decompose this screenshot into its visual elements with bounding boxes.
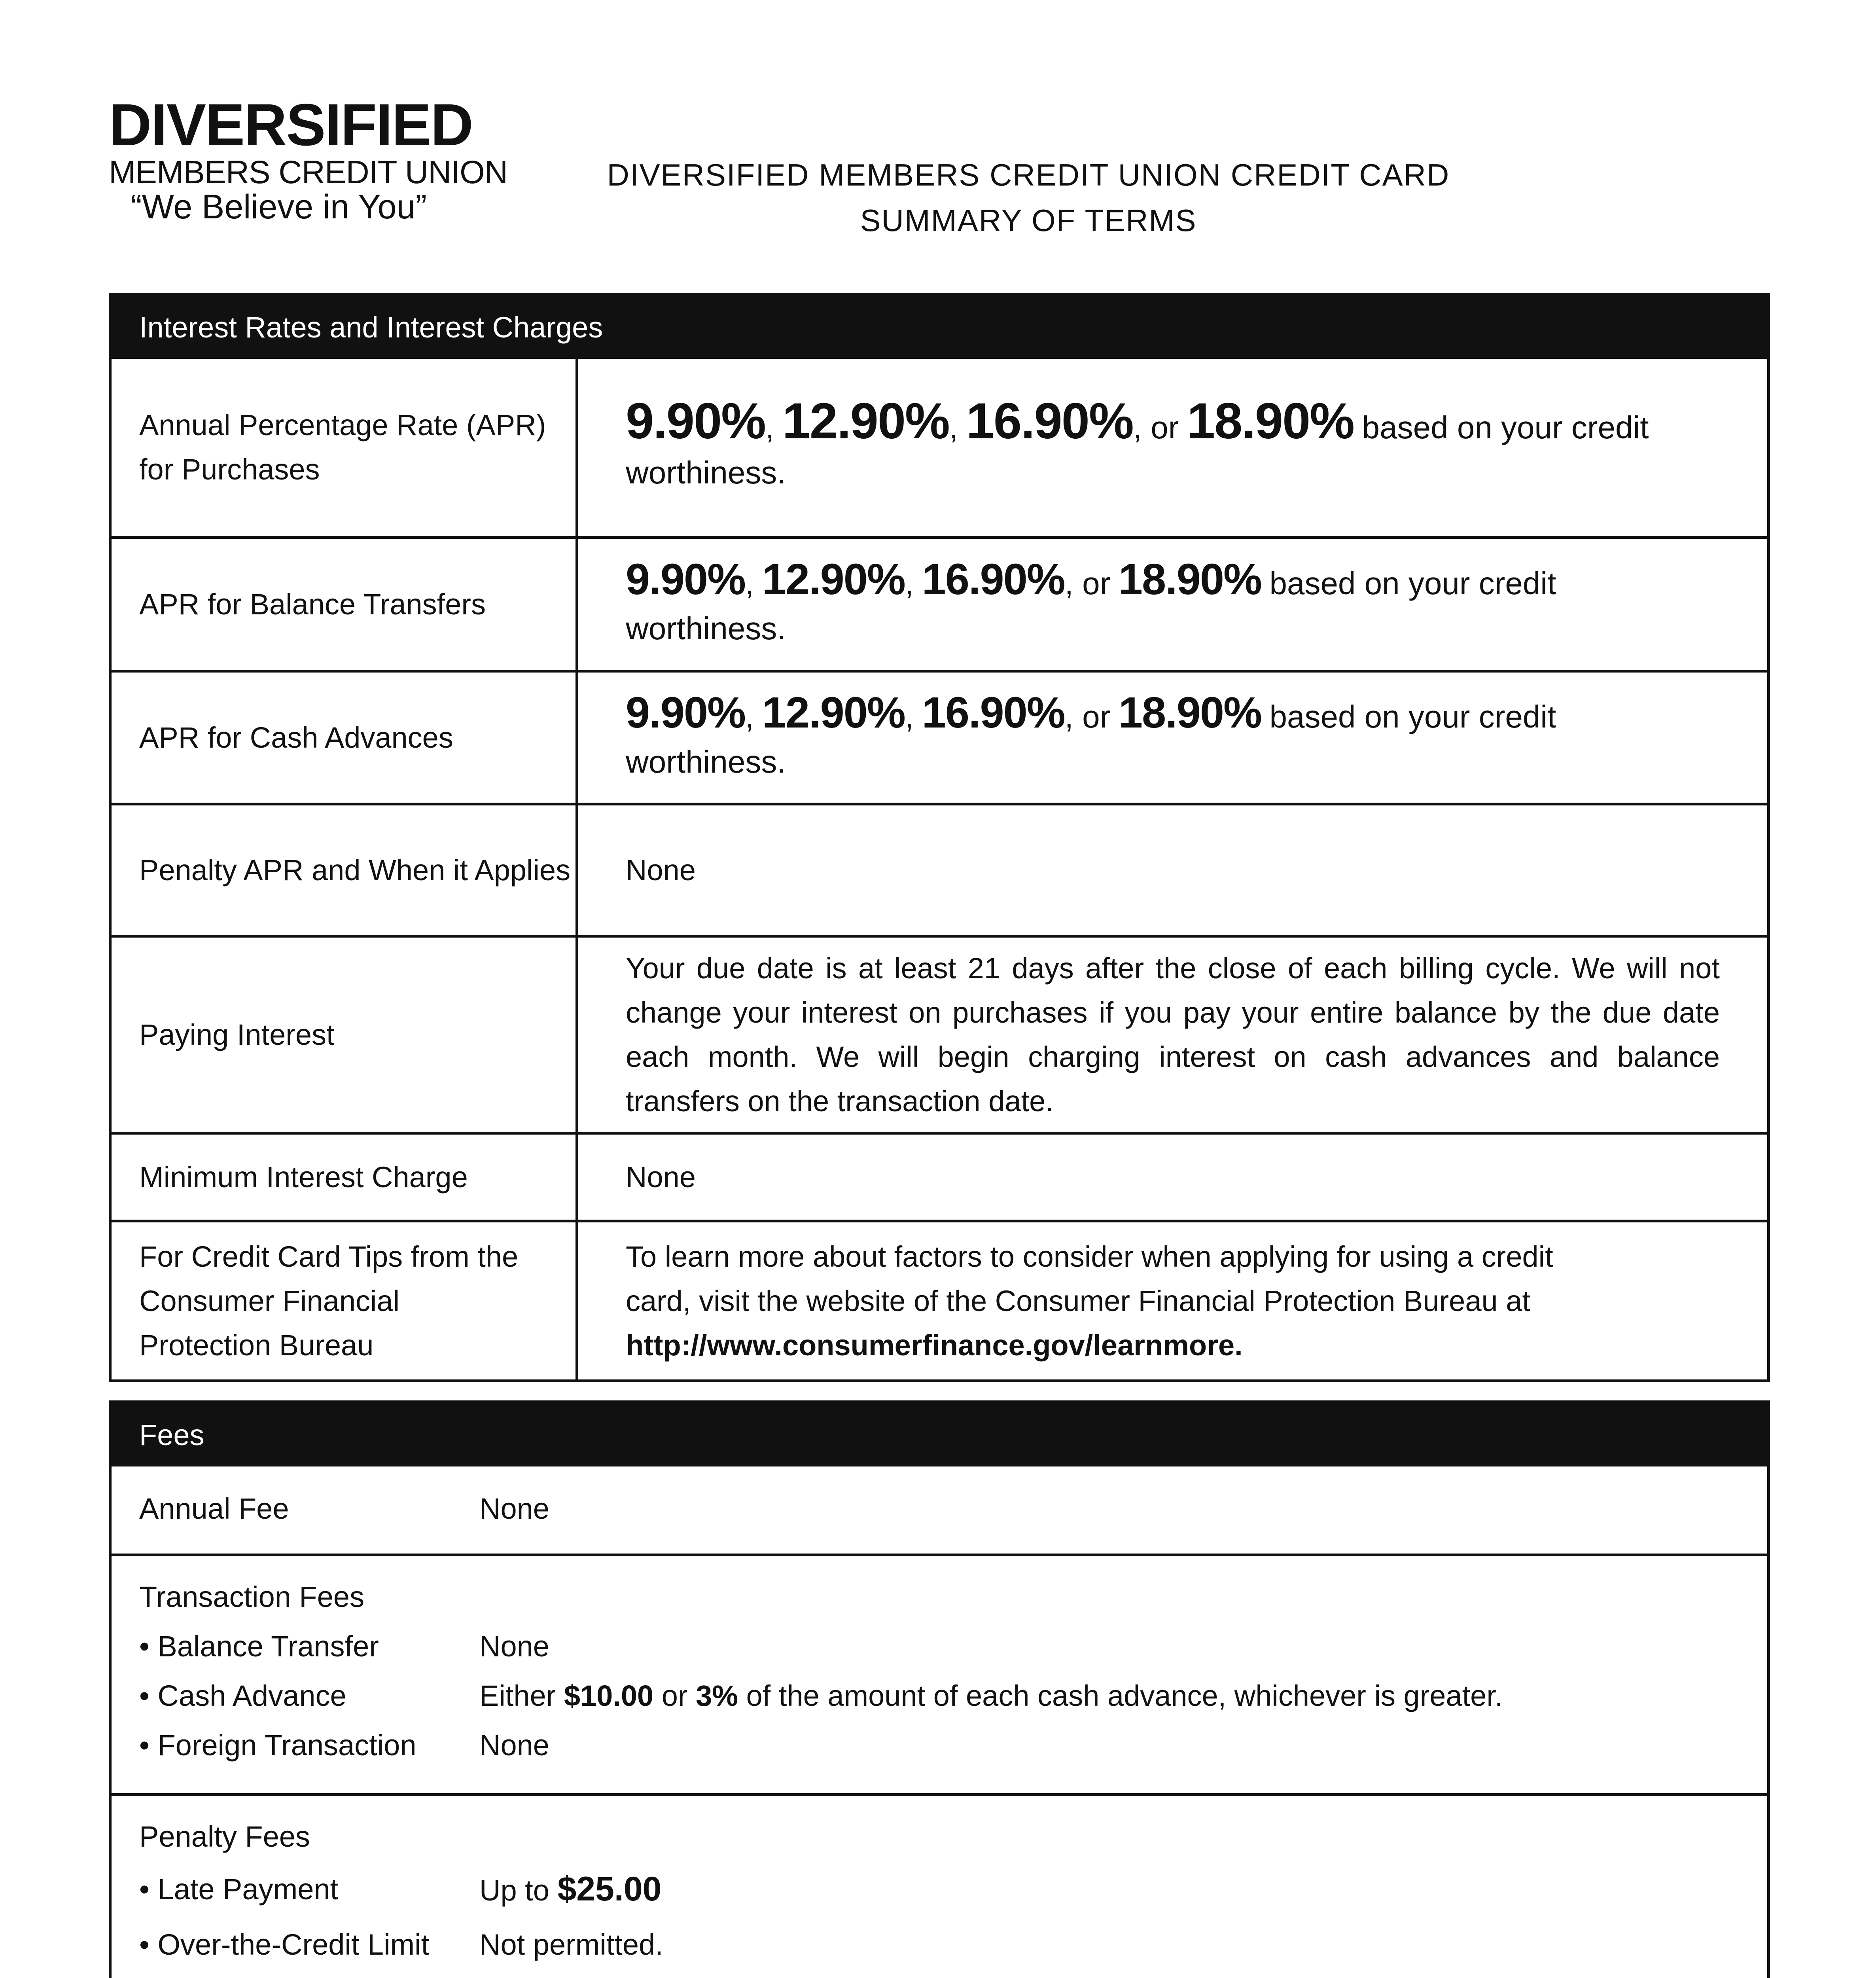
rate-or: , or [1133, 410, 1179, 445]
rate-separator: , [905, 699, 914, 734]
fee-item-label: • Over-the-Credit Limit [139, 1928, 430, 1961]
fee-item-value: Not permitted. [479, 1928, 663, 1961]
transaction-fees-title: Transaction Fees [139, 1580, 364, 1613]
logo-name: DIVERSIFIED [109, 91, 473, 158]
table-row-apr-cash-advances [112, 670, 1767, 803]
apr-rate-2: 12.90% [782, 393, 949, 449]
row-value [578, 539, 1767, 670]
annual-fee-label: Annual Fee [139, 1492, 289, 1525]
table-row-paying-interest [112, 935, 1767, 1132]
fees-table [109, 1400, 1770, 1978]
apr-rate-3: 16.90% [922, 555, 1065, 604]
row-label: APR for Cash Advances [112, 673, 578, 803]
cfpb-link[interactable]: http://www.consumerfinance.gov/learnmore. [626, 1328, 1243, 1362]
row-label: Paying Interest [112, 938, 578, 1132]
rate-suffix: based on your credit worthiness. [626, 565, 1556, 646]
row-value: None [626, 1160, 696, 1194]
row-label-line: Consumer Financial [139, 1284, 400, 1317]
fee-amount: $25.00 [557, 1870, 662, 1908]
apr-rate-2: 12.90% [762, 688, 905, 737]
document-title [554, 152, 1503, 243]
row-label [112, 359, 578, 536]
fee-item-label: • Late Payment [139, 1872, 339, 1906]
row-value: None [626, 853, 696, 887]
apr-rate-1: 9.90% [626, 555, 745, 604]
rate-or: , or [1064, 699, 1111, 734]
fee-amount: $10.00 [564, 1679, 654, 1712]
table-row-apr-balance-transfers [112, 536, 1767, 670]
table-row-cfpb-tips [112, 1220, 1767, 1379]
apr-rate-3: 16.90% [922, 688, 1065, 737]
rate-separator: , [745, 565, 754, 601]
table-row-apr-purchases [112, 359, 1767, 536]
fee-text: of the amount of each cash advance, whichever is greater. [738, 1679, 1503, 1712]
row-label-line: Annual Percentage Rate (APR) [139, 409, 546, 441]
apr-rate-4: 18.90% [1118, 555, 1261, 604]
fee-item-value: None [479, 1729, 549, 1762]
penalty-fees-title: Penalty Fees [139, 1820, 310, 1853]
rate-separator: , [949, 410, 958, 445]
apr-rate-4: 18.90% [1187, 393, 1354, 449]
document-title-line1: DIVERSIFIED MEMBERS CREDIT UNION CREDIT CARD [607, 157, 1450, 192]
penalty-fees-row [112, 1793, 1767, 1978]
row-label: Minimum Interest Charge [112, 1135, 578, 1220]
row-label-line: For Credit Card Tips from the [139, 1240, 519, 1273]
apr-rate-1: 9.90% [626, 393, 765, 449]
row-value [578, 1222, 1767, 1379]
fees-table-header: Fees [112, 1403, 1767, 1466]
fee-text: or [653, 1679, 696, 1712]
rate-separator: , [905, 565, 914, 601]
cfpb-text-line: card, visit the website of the Consumer Financial Protection Bureau at [626, 1284, 1530, 1317]
table-row-penalty-apr [112, 803, 1767, 935]
rate-suffix: based on your credit worthiness. [626, 410, 1649, 490]
row-label-line: Protection Bureau [139, 1328, 374, 1362]
fee-item-label: • Cash Advance [139, 1679, 346, 1712]
row-value [578, 673, 1767, 803]
row-value [578, 359, 1767, 536]
fee-item-value: None [479, 1630, 549, 1663]
annual-fee-value: None [479, 1492, 549, 1525]
document-title-line2: SUMMARY OF TERMS [860, 203, 1197, 238]
fee-item-value [479, 1679, 1503, 1713]
fee-amount: 3% [696, 1679, 738, 1712]
logo-tagline: “We Believe in You” [131, 188, 427, 226]
apr-rate-3: 16.90% [966, 393, 1133, 449]
apr-rate-1: 9.90% [626, 688, 745, 737]
transaction-fees-row [112, 1554, 1767, 1793]
logo-subtitle: MEMBERS CREDIT UNION [109, 154, 508, 190]
row-label [112, 1222, 578, 1379]
cfpb-text-line: To learn more about factors to consider when applying for using a credit [626, 1240, 1553, 1273]
row-label-line: for Purchases [139, 453, 320, 486]
rate-or: , or [1064, 565, 1111, 601]
apr-rate-2: 12.90% [762, 555, 905, 604]
rate-suffix: based on your credit worthiness. [626, 699, 1556, 779]
interest-table [109, 293, 1770, 1382]
annual-fee-row [112, 1466, 1767, 1554]
apr-rate-4: 18.90% [1118, 688, 1261, 737]
fee-item-label: • Foreign Transaction [139, 1729, 416, 1762]
row-value [578, 938, 1767, 1132]
rate-separator: , [765, 410, 774, 445]
row-label: APR for Balance Transfers [112, 539, 578, 670]
interest-table-header: Interest Rates and Interest Charges [112, 296, 1767, 359]
row-label: Penalty APR and When it Applies [112, 805, 578, 935]
paying-interest-text: Your due date is at least 21 days after the close of each billing cycle. We will not change your interest on purchases if you pay your entire balance by the due date each month. We will begin charging interest on cash advances and balance transfers on the transaction date. [626, 951, 1720, 1118]
fee-item-label: • Balance Transfer [139, 1630, 379, 1663]
fee-item-value [479, 1870, 661, 1909]
table-row-minimum-interest [112, 1132, 1767, 1220]
rate-separator: , [745, 699, 754, 734]
fee-text: Up to [479, 1874, 558, 1907]
fee-text: Either [479, 1679, 564, 1712]
